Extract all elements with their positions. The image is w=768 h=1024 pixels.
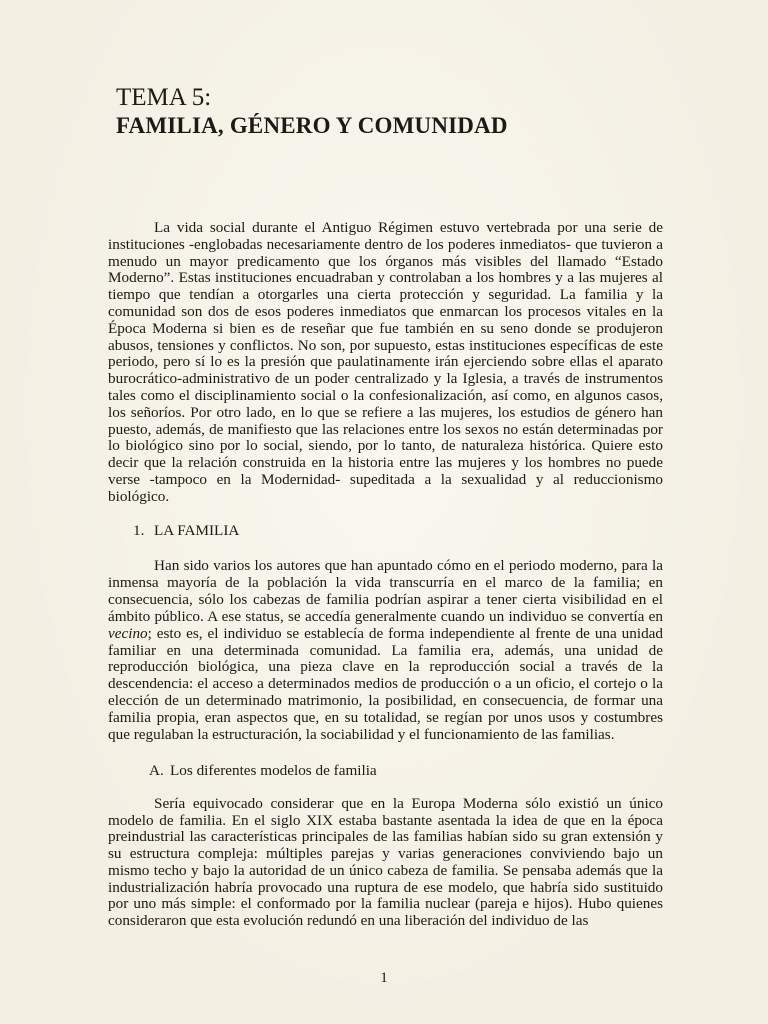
page-title: FAMILIA, GÉNERO Y COMUNIDAD bbox=[116, 113, 508, 138]
subsection-letter: A. bbox=[149, 762, 164, 779]
familia-paragraph-italic: vecino bbox=[108, 624, 148, 642]
subsection-heading-text: Los diferentes modelos de familia bbox=[170, 762, 377, 779]
title-block bbox=[116, 84, 676, 141]
section-heading-familia bbox=[133, 522, 239, 539]
subsection-heading-modelos bbox=[149, 762, 377, 779]
intro-paragraph: La vida social durante el Antiguo Régimen estuvo vertebrada por una serie de instituciones -englobadas necesariamente dentro de los poderes inmediatos- que tuvieron a menudo un mayor predicamento que los órganos más visibles del llamado “Estado Moderno”. Estas instituciones encuadraban y controlaban a los hombres y a las mujeres al tiempo que tendían a otorgarles una cierta protección y seguridad. La familia y la comunidad son dos de esos poderes inmediatos que enmarcan los procesos vitales en la Época Moderna si bien es de reseñar que fue también en su seno donde se produjeron abusos, tensiones y conflictos. No son, por supuesto, estas instituciones específicas de este periodo, pero sí lo es la presión que paulatinamente irán ejerciendo sobre ellas el aparato burocrático-administrativo de un poder centralizado y la Iglesia, a través de instrumentos tales como el disciplinamiento social o la confesionalización, así como, en algunos casos, los señoríos. Por otro lado, en lo que se refiere a las mujeres, los estudios de género han puesto, además, de manifiesto que las relaciones entre los sexos no están determinadas por lo biológico sino por lo social, siendo, por lo tanto, de naturaleza histórica. Quiere esto decir que la relación construida en la historia entre las mujeres y los hombres no puede verse -tampoco en la Modernidad- supeditada a la sexualidad y al reduccionismo biológico. bbox=[108, 219, 663, 505]
modelos-paragraph: Sería equivocado considerar que en la Europa Moderna sólo existió un único modelo de familia. En el siglo XIX estaba bastante asentada la idea de que en la época preindustrial las características principales de las familias habían sido su gran extensión y su estructura compleja: múltiples parejas y varias generaciones conviviendo bajo un mismo techo y bajo la autoridad de un único cabeza de familia. Se pensaba además que la industrialización habría provocado una ruptura de ese modelo, que habría sido sustituido por uno más simple: el conformado por la familia nuclear (pareja e hijos). Hubo quienes consideraron que esta evolución redundó en una liberación del individuo de las bbox=[108, 795, 663, 929]
section-heading-text: LA FAMILIA bbox=[154, 522, 240, 539]
familia-paragraph bbox=[108, 558, 663, 744]
section-number: 1. bbox=[133, 522, 145, 539]
page-number: 1 bbox=[380, 970, 388, 986]
familia-paragraph-part1: Han sido varios los autores que han apuntado cómo en el periodo moderno, para la inmensa mayoría de la población la vida transcurría en el marco de la familia; en consecuencia, sólo los cabezas de familia podrían aspirar a tener cierta visibilidad en el ámbito público. A ese status, se accedía generalmente cuando un individuo se convertía en bbox=[108, 557, 663, 625]
tema-label: TEMA 5: bbox=[116, 84, 212, 111]
familia-paragraph-part2: ; esto es, el individuo se establecía de forma independiente al frente de una unidad familiar en una determinada comunidad. La familia era, además, una unidad de reproducción biológica, una pieza clave en la reproducción social a través de la descendencia: el acceso a determinados medios de producción o a un oficio, el cortejo o la elección de un determinado matrimonio, la posibilidad, en consecuencia, de formar una familia propia, eran aspectos que, en su totalidad, se regían por unos usos y costumbres que regulaban la estructuración, la sociabilidad y el funcionamiento de las familias. bbox=[108, 624, 663, 744]
